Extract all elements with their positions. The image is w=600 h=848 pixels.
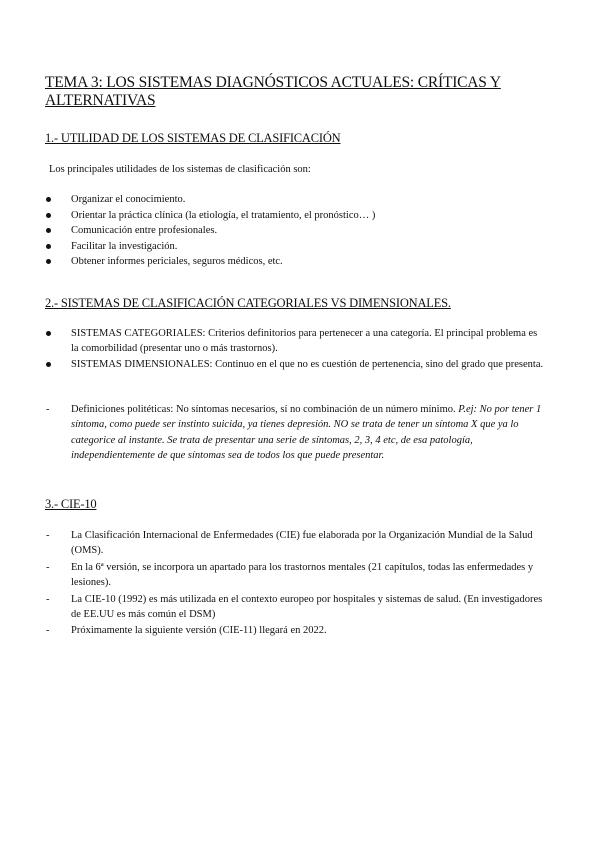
list-item: Facilitar la investigación. — [44, 239, 544, 254]
list-item: Comunicación entre profesionales. — [44, 223, 544, 238]
section-1-heading: 1.- UTILIDAD DE LOS SISTEMAS DE CLASIFICACIÓN — [45, 131, 341, 145]
page-title: TEMA 3: LOS SISTEMAS DIAGNÓSTICOS ACTUALES: CRÍTICAS Y ALTERNATIVAS — [45, 74, 501, 109]
list-item: SISTEMAS CATEGORIALES: Criterios definitorios para pertenecer a una categoría. El principal problema es la comorbilidad (presentar uno o más trastornos). — [44, 326, 544, 357]
list-item: Organizar el conocimiento. — [44, 192, 544, 207]
politetic-definition: Definiciones politéticas: No síntomas necesarios, sí no combinación de un número mínimo. — [71, 404, 459, 415]
list-item — [44, 402, 544, 464]
list-item: - La Clasificación Internacional de Enfermedades (CIE) fue elaborada por la Organización Mundial de la Salud (OMS). — [44, 528, 544, 559]
list-item: - En la 6ª versión, se incorpora un apartado para los trastornos mentales (21 capítulos, todas las enfermedades y lesiones). — [44, 560, 544, 591]
section-1-intro: Los principales utilidades de los sistemas de clasificación son: — [49, 164, 311, 175]
section-2-dash-list — [44, 402, 544, 464]
section-2-heading: 2.- SISTEMAS DE CLASIFICACIÓN CATEGORIALES VS DIMENSIONALES. — [45, 296, 451, 310]
section-2-list — [44, 326, 544, 372]
list-item: SISTEMAS DIMENSIONALES: Continuo en el que no es cuestión de pertenencia, sino del grado que presenta. — [44, 357, 544, 372]
list-item: - Próximamente la siguiente versión (CIE-11) llegará en 2022. — [44, 623, 544, 638]
politetic-example: P.ej: No por tener 1 síntoma, como puede ser instinto suicida, ya tienes depresión. NO se trata de tener un síntoma X que ya lo categorice al instante. Se trata de presentar una serie de síntomas, 2, 3, 4 etc, de esa patología, independientemente de que síntomas sea de todos los que puede presentar. — [71, 404, 542, 462]
list-item: Obtener informes periciales, seguros médicos, etc. — [44, 254, 544, 269]
section-3-heading: 3.- CIE-10 — [45, 497, 97, 511]
section-1-list — [44, 192, 544, 270]
section-3-list — [44, 528, 544, 640]
list-item: - La CIE-10 (1992) es más utilizada en el contexto europeo por hospitales y sistemas de salud. (En investigadores de EE.UU es más común el DSM) — [44, 592, 544, 623]
list-item: Orientar la práctica clínica (la etiología, el tratamiento, el pronóstico… ) — [44, 208, 544, 223]
